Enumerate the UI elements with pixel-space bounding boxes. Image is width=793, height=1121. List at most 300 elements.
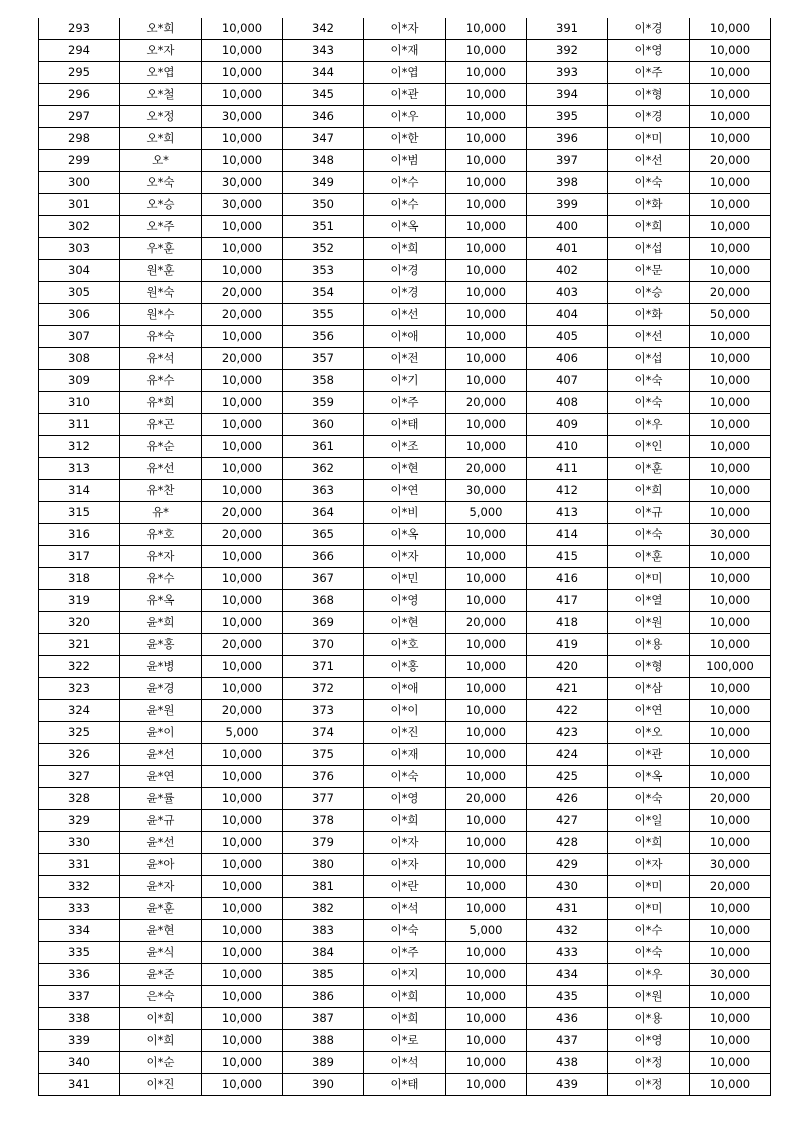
- donation-amount: 10,000: [221, 43, 263, 57]
- donation-amount: 10,000: [465, 989, 507, 1003]
- row-number: 434: [527, 964, 608, 985]
- donation-amount: 10,000: [709, 615, 751, 629]
- table-row: [39, 326, 282, 348]
- donor-name: 이*순: [120, 1052, 202, 1073]
- donation-amount: 10,000: [709, 505, 751, 519]
- donation-amount: 10,000: [709, 219, 751, 233]
- table-row: [283, 920, 526, 942]
- table-row: [527, 568, 770, 590]
- donation-amount: 10,000: [465, 703, 507, 717]
- donation-amount: 20,000: [221, 527, 263, 541]
- donor-name: 이*란: [364, 876, 446, 897]
- donation-amount: 20,000: [221, 307, 263, 321]
- table-row: [283, 106, 526, 128]
- table-row: [527, 414, 770, 436]
- donation-amount: 10,000: [709, 263, 751, 277]
- table-row: [39, 18, 282, 40]
- table-row: [283, 238, 526, 260]
- table-row: [39, 40, 282, 62]
- donor-name: 원*수: [120, 304, 202, 325]
- donation-amount: 10,000: [465, 549, 507, 563]
- donation-amount: 10,000: [221, 901, 263, 915]
- table-row: [39, 612, 282, 634]
- row-number: 307: [39, 326, 120, 347]
- donation-amount: 10,000: [465, 879, 507, 893]
- donation-amount: 10,000: [465, 65, 507, 79]
- donation-amount: 10,000: [465, 351, 507, 365]
- row-number: 347: [283, 128, 364, 149]
- row-number: 422: [527, 700, 608, 721]
- donation-amount: 10,000: [221, 461, 263, 475]
- donation-amount: 10,000: [709, 87, 751, 101]
- row-number: 313: [39, 458, 120, 479]
- table-row: [527, 524, 770, 546]
- donor-name: 이*석: [364, 1052, 446, 1073]
- donation-amount: 10,000: [465, 835, 507, 849]
- table-row: [39, 876, 282, 898]
- row-number: 308: [39, 348, 120, 369]
- donor-name: 원*훈: [120, 260, 202, 281]
- row-number: 356: [283, 326, 364, 347]
- row-number: 338: [39, 1008, 120, 1029]
- table-row: [39, 84, 282, 106]
- donation-amount: 10,000: [465, 747, 507, 761]
- donation-amount: 10,000: [709, 21, 751, 35]
- table-row: [283, 326, 526, 348]
- table-row: [283, 656, 526, 678]
- table-row: [527, 634, 770, 656]
- donation-amount: 20,000: [221, 505, 263, 519]
- table-row: [527, 898, 770, 920]
- donation-amount: 10,000: [709, 65, 751, 79]
- donor-name: 이*자: [364, 832, 446, 853]
- row-number: 296: [39, 84, 120, 105]
- donor-name: 유*곤: [120, 414, 202, 435]
- donor-name: 윤*병: [120, 656, 202, 677]
- donor-name: 이*열: [608, 590, 690, 611]
- donation-amount: 10,000: [709, 483, 751, 497]
- table-row: [283, 172, 526, 194]
- donation-amount: 30,000: [709, 967, 751, 981]
- row-number: 295: [39, 62, 120, 83]
- row-number: 401: [527, 238, 608, 259]
- row-number: 353: [283, 260, 364, 281]
- table-row: [283, 964, 526, 986]
- donation-amount: 10,000: [465, 901, 507, 915]
- row-number: 391: [527, 18, 608, 39]
- donation-amount: 10,000: [709, 901, 751, 915]
- donation-amount: 10,000: [709, 571, 751, 585]
- donation-amount: 50,000: [709, 307, 751, 321]
- table-row: [283, 414, 526, 436]
- donation-amount: 10,000: [465, 439, 507, 453]
- donor-name: 이*석: [364, 898, 446, 919]
- donor-name: 이*훈: [608, 458, 690, 479]
- donation-amount: 10,000: [465, 109, 507, 123]
- donation-amount: 10,000: [465, 945, 507, 959]
- table-row: [527, 590, 770, 612]
- donation-amount: 10,000: [221, 219, 263, 233]
- donor-name: 유*찬: [120, 480, 202, 501]
- table-row: [527, 194, 770, 216]
- donation-amount: 10,000: [709, 417, 751, 431]
- table-row: [39, 832, 282, 854]
- row-number: 348: [283, 150, 364, 171]
- donor-name: 이*기: [364, 370, 446, 391]
- row-number: 309: [39, 370, 120, 391]
- donor-name: 이*관: [608, 744, 690, 765]
- donation-amount: 10,000: [465, 659, 507, 673]
- donation-amount: 20,000: [221, 351, 263, 365]
- donation-amount: 10,000: [465, 373, 507, 387]
- table-row: [527, 326, 770, 348]
- table-row: [283, 1008, 526, 1030]
- row-number: 425: [527, 766, 608, 787]
- donor-name: 이*주: [364, 392, 446, 413]
- donor-name: 윤*현: [120, 920, 202, 941]
- donor-name: 유*숙: [120, 326, 202, 347]
- donor-name: 윤*연: [120, 766, 202, 787]
- donation-amount: 10,000: [465, 175, 507, 189]
- row-number: 397: [527, 150, 608, 171]
- donation-amount: 10,000: [465, 593, 507, 607]
- donation-amount: 10,000: [709, 109, 751, 123]
- donor-name: 이*희: [364, 986, 446, 1007]
- table-row: [527, 106, 770, 128]
- donor-name: 이*희: [120, 1008, 202, 1029]
- donor-name: 이*영: [608, 40, 690, 61]
- table-row: [39, 216, 282, 238]
- donor-name: 이*연: [608, 700, 690, 721]
- table-row: [39, 810, 282, 832]
- donor-name: 이*수: [608, 920, 690, 941]
- table-row: [527, 502, 770, 524]
- donor-name: 이*재: [364, 40, 446, 61]
- table-row: [39, 62, 282, 84]
- table-row: [283, 744, 526, 766]
- donation-amount: 5,000: [469, 505, 503, 519]
- table-row: [527, 766, 770, 788]
- donation-amount: 10,000: [709, 329, 751, 343]
- row-number: 388: [283, 1030, 364, 1051]
- table-row: [283, 876, 526, 898]
- donor-name: 이*화: [608, 194, 690, 215]
- table-row: [527, 986, 770, 1008]
- donation-amount: 20,000: [465, 461, 507, 475]
- row-number: 305: [39, 282, 120, 303]
- donation-amount: 10,000: [221, 747, 263, 761]
- table-block-2: [283, 18, 527, 1095]
- row-number: 381: [283, 876, 364, 897]
- donor-name: 이*우: [364, 106, 446, 127]
- donation-amount: 20,000: [709, 285, 751, 299]
- donation-amount: 10,000: [221, 879, 263, 893]
- donation-amount: 10,000: [221, 329, 263, 343]
- donation-amount: 10,000: [709, 549, 751, 563]
- donor-name: 이*경: [608, 106, 690, 127]
- donation-amount: 10,000: [465, 527, 507, 541]
- row-number: 346: [283, 106, 364, 127]
- donor-name: 이*영: [364, 788, 446, 809]
- row-number: 363: [283, 480, 364, 501]
- donation-amount: 10,000: [709, 439, 751, 453]
- row-number: 337: [39, 986, 120, 1007]
- donation-amount: 10,000: [709, 461, 751, 475]
- donor-name: 이*영: [608, 1030, 690, 1051]
- donor-name: 이*숙: [608, 788, 690, 809]
- row-number: 335: [39, 942, 120, 963]
- table-row: [39, 260, 282, 282]
- table-row: [527, 612, 770, 634]
- donor-name: 이*희: [608, 832, 690, 853]
- table-row: [283, 986, 526, 1008]
- donor-name: 유*: [120, 502, 202, 523]
- row-number: 376: [283, 766, 364, 787]
- table-row: [527, 40, 770, 62]
- row-number: 331: [39, 854, 120, 875]
- donor-name: 이*훈: [608, 546, 690, 567]
- donor-name: 윤*원: [120, 700, 202, 721]
- row-number: 328: [39, 788, 120, 809]
- donation-amount: 10,000: [221, 681, 263, 695]
- row-number: 312: [39, 436, 120, 457]
- table-row: [39, 546, 282, 568]
- donor-name: 이*자: [364, 18, 446, 39]
- donation-amount: 10,000: [465, 153, 507, 167]
- table-row: [283, 722, 526, 744]
- row-number: 389: [283, 1052, 364, 1073]
- table-row: [527, 876, 770, 898]
- row-number: 383: [283, 920, 364, 941]
- table-row: [527, 1052, 770, 1074]
- row-number: 427: [527, 810, 608, 831]
- table-row: [39, 898, 282, 920]
- donor-name: 이*숙: [608, 942, 690, 963]
- donor-name: 윤*희: [120, 612, 202, 633]
- donor-name: 이*미: [608, 128, 690, 149]
- row-number: 428: [527, 832, 608, 853]
- donor-name: 이*선: [608, 150, 690, 171]
- donation-amount: 10,000: [709, 131, 751, 145]
- row-number: 423: [527, 722, 608, 743]
- donation-amount: 10,000: [465, 43, 507, 57]
- donation-amount: 100,000: [706, 659, 754, 673]
- donation-amount: 10,000: [465, 813, 507, 827]
- row-number: 407: [527, 370, 608, 391]
- table-row: [39, 1052, 282, 1074]
- row-number: 436: [527, 1008, 608, 1029]
- donor-name: 이*로: [364, 1030, 446, 1051]
- donation-amount: 10,000: [709, 1033, 751, 1047]
- donation-amount: 10,000: [465, 329, 507, 343]
- donor-name: 유*순: [120, 436, 202, 457]
- donation-amount: 10,000: [709, 1077, 751, 1091]
- donation-amount: 30,000: [709, 527, 751, 541]
- donation-amount: 10,000: [221, 373, 263, 387]
- donor-name: 윤*자: [120, 876, 202, 897]
- donor-name: 이*규: [608, 502, 690, 523]
- table-row: [527, 722, 770, 744]
- row-number: 304: [39, 260, 120, 281]
- table-row: [527, 546, 770, 568]
- donation-amount: 10,000: [221, 439, 263, 453]
- table-row: [39, 722, 282, 744]
- row-number: 326: [39, 744, 120, 765]
- row-number: 408: [527, 392, 608, 413]
- table-block-1: [38, 18, 283, 1095]
- row-number: 404: [527, 304, 608, 325]
- row-number: 349: [283, 172, 364, 193]
- donation-amount: 10,000: [221, 615, 263, 629]
- table-row: [39, 348, 282, 370]
- donation-amount: 10,000: [221, 835, 263, 849]
- table-row: [527, 172, 770, 194]
- row-number: 332: [39, 876, 120, 897]
- row-number: 343: [283, 40, 364, 61]
- donation-amount: 10,000: [465, 637, 507, 651]
- donation-amount: 10,000: [221, 923, 263, 937]
- table-row: [39, 568, 282, 590]
- donor-name: 이*현: [364, 612, 446, 633]
- table-row: [527, 260, 770, 282]
- donation-amount: 10,000: [221, 131, 263, 145]
- donor-name: 이*숙: [608, 524, 690, 545]
- row-number: 419: [527, 634, 608, 655]
- donation-amount: 10,000: [709, 593, 751, 607]
- table-row: [39, 392, 282, 414]
- donor-name: 오*희: [120, 128, 202, 149]
- row-number: 387: [283, 1008, 364, 1029]
- table-row: [283, 260, 526, 282]
- donor-name: 이*문: [608, 260, 690, 281]
- row-number: 398: [527, 172, 608, 193]
- row-number: 311: [39, 414, 120, 435]
- table-row: [283, 458, 526, 480]
- donor-name: 이*지: [364, 964, 446, 985]
- row-number: 382: [283, 898, 364, 919]
- donor-name: 이*미: [608, 898, 690, 919]
- table-row: [527, 744, 770, 766]
- donor-name: 이*미: [608, 568, 690, 589]
- row-number: 344: [283, 62, 364, 83]
- donation-amount: 10,000: [221, 1077, 263, 1091]
- table-row: [283, 392, 526, 414]
- row-number: 430: [527, 876, 608, 897]
- donation-amount: 10,000: [709, 681, 751, 695]
- donation-amount: 10,000: [221, 1033, 263, 1047]
- table-row: [39, 986, 282, 1008]
- table-row: [527, 62, 770, 84]
- table-row: [283, 524, 526, 546]
- donation-amount: 10,000: [221, 857, 263, 871]
- row-number: 321: [39, 634, 120, 655]
- donor-name: 오*주: [120, 216, 202, 237]
- table-row: [527, 238, 770, 260]
- row-number: 342: [283, 18, 364, 39]
- donor-name: 윤*홍: [120, 634, 202, 655]
- donor-name: 이*수: [364, 194, 446, 215]
- row-number: 367: [283, 568, 364, 589]
- table-row: [283, 678, 526, 700]
- table-row: [39, 304, 282, 326]
- donor-name: 유*옥: [120, 590, 202, 611]
- row-number: 297: [39, 106, 120, 127]
- table-row: [283, 370, 526, 392]
- donor-name: 이*섭: [608, 348, 690, 369]
- donation-amount: 10,000: [465, 681, 507, 695]
- donation-amount: 10,000: [465, 725, 507, 739]
- table-row: [39, 480, 282, 502]
- donation-amount: 10,000: [221, 483, 263, 497]
- donation-amount: 10,000: [709, 769, 751, 783]
- table-row: [283, 898, 526, 920]
- table-row: [283, 502, 526, 524]
- row-number: 310: [39, 392, 120, 413]
- donation-amount: 5,000: [469, 923, 503, 937]
- donation-amount: 10,000: [221, 417, 263, 431]
- row-number: 437: [527, 1030, 608, 1051]
- donor-name: 이*형: [608, 656, 690, 677]
- donor-name: 이*현: [364, 458, 446, 479]
- donation-amount: 10,000: [709, 725, 751, 739]
- row-number: 374: [283, 722, 364, 743]
- row-number: 318: [39, 568, 120, 589]
- table-row: [527, 84, 770, 106]
- row-number: 351: [283, 216, 364, 237]
- table-row: [39, 590, 282, 612]
- table-row: [283, 194, 526, 216]
- row-number: 300: [39, 172, 120, 193]
- row-number: 333: [39, 898, 120, 919]
- donor-name: 이*희: [364, 1008, 446, 1029]
- donor-name: 이*자: [608, 854, 690, 875]
- table-row: [527, 1030, 770, 1052]
- donor-name: 이*형: [608, 84, 690, 105]
- table-row: [39, 524, 282, 546]
- table-row: [283, 700, 526, 722]
- table-row: [527, 150, 770, 172]
- donor-name: 이*애: [364, 678, 446, 699]
- table-row: [283, 282, 526, 304]
- table-row: [527, 18, 770, 40]
- donation-amount: 10,000: [709, 835, 751, 849]
- donation-amount: 10,000: [465, 571, 507, 585]
- row-number: 402: [527, 260, 608, 281]
- table-row: [39, 458, 282, 480]
- donation-amount: 10,000: [709, 637, 751, 651]
- table-row: [283, 854, 526, 876]
- donor-name: 윤*식: [120, 942, 202, 963]
- donation-amount: 10,000: [465, 263, 507, 277]
- row-number: 410: [527, 436, 608, 457]
- donation-amount: 20,000: [465, 791, 507, 805]
- row-number: 352: [283, 238, 364, 259]
- table-row: [283, 634, 526, 656]
- row-number: 396: [527, 128, 608, 149]
- table-row: [39, 370, 282, 392]
- table-row: [283, 546, 526, 568]
- donation-amount: 5,000: [225, 725, 259, 739]
- table-row: [39, 436, 282, 458]
- row-number: 293: [39, 18, 120, 39]
- donor-name: 이*민: [364, 568, 446, 589]
- donor-name: 이*희: [364, 238, 446, 259]
- donation-amount: 30,000: [465, 483, 507, 497]
- table-row: [39, 150, 282, 172]
- donation-amount: 10,000: [221, 21, 263, 35]
- row-number: 362: [283, 458, 364, 479]
- donation-amount: 30,000: [221, 197, 263, 211]
